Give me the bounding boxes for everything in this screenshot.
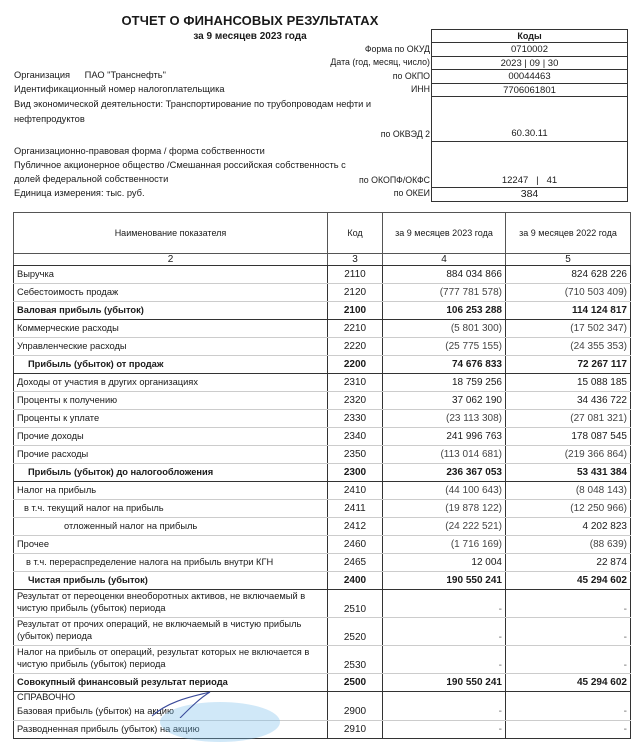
table-row (14, 446, 631, 464)
row-value-2023: (23 113 308) (383, 410, 506, 428)
row-name: Результат от прочих операций, не включаемый в чистую прибыль (убыток) периода (14, 618, 328, 646)
table-row (14, 392, 631, 410)
row-code: 2400 (328, 572, 383, 590)
report-title: ОТЧЕТ О ФИНАНСОВЫХ РЕЗУЛЬТАТАХ (121, 13, 379, 28)
header-code: Код (328, 213, 383, 254)
table-row-net-profit (14, 572, 631, 590)
row-value-2022: 34 436 722 (506, 392, 631, 410)
row-value-2023: - (383, 590, 506, 618)
table-header-row (14, 213, 631, 254)
row-code: 2300 (328, 464, 383, 482)
row-value-2023: - (383, 703, 506, 721)
row-value-2022: (710 503 409) (506, 284, 631, 302)
inn-text: Идентификационный номер налогоплательщика (14, 84, 225, 94)
row-code: 2200 (328, 356, 383, 374)
date-label: Дата (год, месяц, число) (330, 57, 430, 67)
organization-label: Организация (14, 70, 71, 80)
okopf-value: 12247 | 41 (432, 142, 627, 188)
row-code: 2500 (328, 674, 383, 692)
row-value-2022: 4 202 823 (506, 518, 631, 536)
row-value-2023: - (383, 721, 506, 739)
row-value-2022: (219 366 864) (506, 446, 631, 464)
row-value-2023 (383, 692, 506, 704)
row-value-2022: 824 628 226 (506, 266, 631, 284)
row-name: Результат от переоценки внеоборотных активов, не включаемый в чистую прибыль (убыток) периода (14, 590, 328, 618)
row-code: 2110 (328, 266, 383, 284)
header-2023: за 9 месяцев 2023 года (383, 213, 506, 254)
row-code: 2210 (328, 320, 383, 338)
row-name: Налог на прибыль (14, 482, 328, 500)
row-code: 2460 (328, 536, 383, 554)
row-name: Совокупный финансовый результат периода (14, 674, 328, 692)
row-name: Выручка (14, 266, 328, 284)
report-period: за 9 месяцев 2023 года (193, 31, 307, 42)
inn-value: 7706061801 (432, 84, 627, 97)
okved-value: 60.30.11 (432, 97, 627, 142)
row-code: 2520 (328, 618, 383, 646)
row-name: Коммерческие расходы (14, 320, 328, 338)
okpo-label: по ОКПО (392, 71, 430, 81)
table-row (14, 428, 631, 446)
table-row (14, 338, 631, 356)
row-value-2023: 74 676 833 (383, 356, 506, 374)
row-name: СПРАВОЧНО (14, 692, 328, 704)
row-value-2023: - (383, 618, 506, 646)
table-row (14, 284, 631, 302)
table-row-subtotal (14, 464, 631, 482)
colnum-2: 2 (14, 254, 328, 266)
row-value-2023: (25 775 155) (383, 338, 506, 356)
okopf-label: по ОКОПФ/ОКФС (359, 175, 430, 185)
row-value-2022: (88 639) (506, 536, 631, 554)
row-value-2022: (17 502 347) (506, 320, 631, 338)
row-code: 2310 (328, 374, 383, 392)
colnum-5: 5 (506, 254, 631, 266)
table-row (14, 554, 631, 572)
codes-header: Коды (432, 30, 627, 43)
table-row (14, 618, 631, 646)
okud-value: 0710002 (432, 43, 627, 56)
codes-box (431, 29, 628, 202)
table-row (14, 518, 631, 536)
row-value-2023: 190 550 241 (383, 572, 506, 590)
row-value-2022: - (506, 703, 631, 721)
row-code: 2330 (328, 410, 383, 428)
row-value-2022: (24 355 353) (506, 338, 631, 356)
row-value-2023: (1 716 169) (383, 536, 506, 554)
row-code: 2411 (328, 500, 383, 518)
table-row (14, 482, 631, 500)
table-row (14, 646, 631, 674)
row-code: 2465 (328, 554, 383, 572)
row-value-2022: 22 874 (506, 554, 631, 572)
row-value-2022: 45 294 602 (506, 572, 631, 590)
row-code: 2340 (328, 428, 383, 446)
row-value-2023: (777 781 578) (383, 284, 506, 302)
row-name: Проценты к уплате (14, 410, 328, 428)
row-value-2022: 45 294 602 (506, 674, 631, 692)
row-value-2023: (113 014 681) (383, 446, 506, 464)
row-value-2022: - (506, 618, 631, 646)
row-code: 2510 (328, 590, 383, 618)
colnum-3: 3 (328, 254, 383, 266)
row-name: Валовая прибыль (убыток) (14, 302, 328, 320)
table-row-subtotal (14, 356, 631, 374)
table-row-reference-header (14, 692, 631, 704)
row-value-2022: 15 088 185 (506, 374, 631, 392)
table-row (14, 266, 631, 284)
row-value-2023: 12 004 (383, 554, 506, 572)
header-2022: за 9 месяцев 2022 года (506, 213, 631, 254)
table-row-subtotal (14, 302, 631, 320)
row-value-2022: - (506, 721, 631, 739)
row-value-2022: 72 267 117 (506, 356, 631, 374)
unit-label: Единица измерения: тыс. руб. (14, 188, 145, 198)
okud-label: Форма по ОКУД (364, 44, 430, 54)
row-value-2023: (5 801 300) (383, 320, 506, 338)
row-code: 2910 (328, 721, 383, 739)
inn-label: ИНН (410, 84, 430, 94)
table-row (14, 590, 631, 618)
activity-line-1: Вид экономической деятельности: Транспортирование по трубопроводам нефти и (14, 99, 372, 109)
table-row (14, 374, 631, 392)
row-name: Прочие доходы (14, 428, 328, 446)
row-value-2023: 106 253 288 (383, 302, 506, 320)
row-value-2022 (506, 692, 631, 704)
row-value-2022: - (506, 646, 631, 674)
row-value-2022: 178 087 545 (506, 428, 631, 446)
table-row (14, 536, 631, 554)
row-name: Проценты к получению (14, 392, 328, 410)
row-code: 2530 (328, 646, 383, 674)
okei-label: по ОКЕИ (393, 188, 430, 198)
row-code: 2100 (328, 302, 383, 320)
organization-value: ПАО "Транснефть" (84, 70, 166, 80)
row-name: Базовая прибыль (убыток) на акцию (14, 703, 328, 721)
row-code: 2220 (328, 338, 383, 356)
table-row (14, 721, 631, 739)
organization-row (14, 69, 166, 81)
row-code: 2350 (328, 446, 383, 464)
row-value-2022: 114 124 817 (506, 302, 631, 320)
signature-icon (150, 688, 220, 718)
row-value-2023: 190 550 241 (383, 674, 506, 692)
row-name: Разводненная прибыль (убыток) на акцию (14, 721, 328, 739)
row-value-2023: (19 878 122) (383, 500, 506, 518)
okpo-value: 00044463 (432, 70, 627, 83)
row-value-2023: (24 222 521) (383, 518, 506, 536)
column-number-row (14, 254, 631, 266)
table-row (14, 500, 631, 518)
legal-form-line-2: долей федеральной собственности (14, 174, 169, 184)
row-value-2023: (44 100 643) (383, 482, 506, 500)
row-name: Доходы от участия в других организациях (14, 374, 328, 392)
row-value-2022: (12 250 966) (506, 500, 631, 518)
okved-label: по ОКВЭД 2 (380, 129, 430, 139)
row-name: Прочие расходы (14, 446, 328, 464)
row-name: Прочее (14, 536, 328, 554)
row-name: Налог на прибыль от операций, результат которых не включается в чистую прибыль (убыток) периода (14, 646, 328, 674)
row-value-2023: 236 367 053 (383, 464, 506, 482)
legal-form-line-1: Публичное акционерное общество /Смешанная российская собственность с (14, 160, 346, 170)
row-value-2023: - (383, 646, 506, 674)
row-name: в т.ч. перераспределение налога на прибыль внутри КГН (14, 554, 328, 572)
row-code: 2320 (328, 392, 383, 410)
row-code: 2410 (328, 482, 383, 500)
row-value-2023: 884 034 866 (383, 266, 506, 284)
row-name: отложенный налог на прибыль (14, 518, 328, 536)
row-name: Себестоимость продаж (14, 284, 328, 302)
row-value-2023: 37 062 190 (383, 392, 506, 410)
header-indicator-name: Наименование показателя (14, 213, 328, 254)
row-code: 2120 (328, 284, 383, 302)
financial-results-table (13, 212, 631, 739)
activity-line-2: нефтепродуктов (14, 114, 85, 124)
row-name: в т.ч. текущий налог на прибыль (14, 500, 328, 518)
row-value-2023: 241 996 763 (383, 428, 506, 446)
table-row (14, 320, 631, 338)
okei-value: 384 (520, 187, 539, 200)
row-value-2022: - (506, 590, 631, 618)
row-value-2023: 18 759 256 (383, 374, 506, 392)
row-name: Чистая прибыль (убыток) (14, 572, 328, 590)
legal-form-label: Организационно-правовая форма / форма собственности (14, 146, 265, 156)
row-value-2022: 53 431 384 (506, 464, 631, 482)
row-code: 2412 (328, 518, 383, 536)
row-name: Прибыль (убыток) до налогообложения (14, 464, 328, 482)
row-name: Прибыль (убыток) от продаж (14, 356, 328, 374)
table-row (14, 703, 631, 721)
row-name: Управленческие расходы (14, 338, 328, 356)
row-code (328, 692, 383, 704)
date-value: 2023 | 09 | 30 (432, 57, 627, 70)
table-row (14, 410, 631, 428)
row-code: 2900 (328, 703, 383, 721)
row-value-2022: (27 081 321) (506, 410, 631, 428)
table-row-total (14, 674, 631, 692)
row-value-2022: (8 048 143) (506, 482, 631, 500)
colnum-4: 4 (383, 254, 506, 266)
